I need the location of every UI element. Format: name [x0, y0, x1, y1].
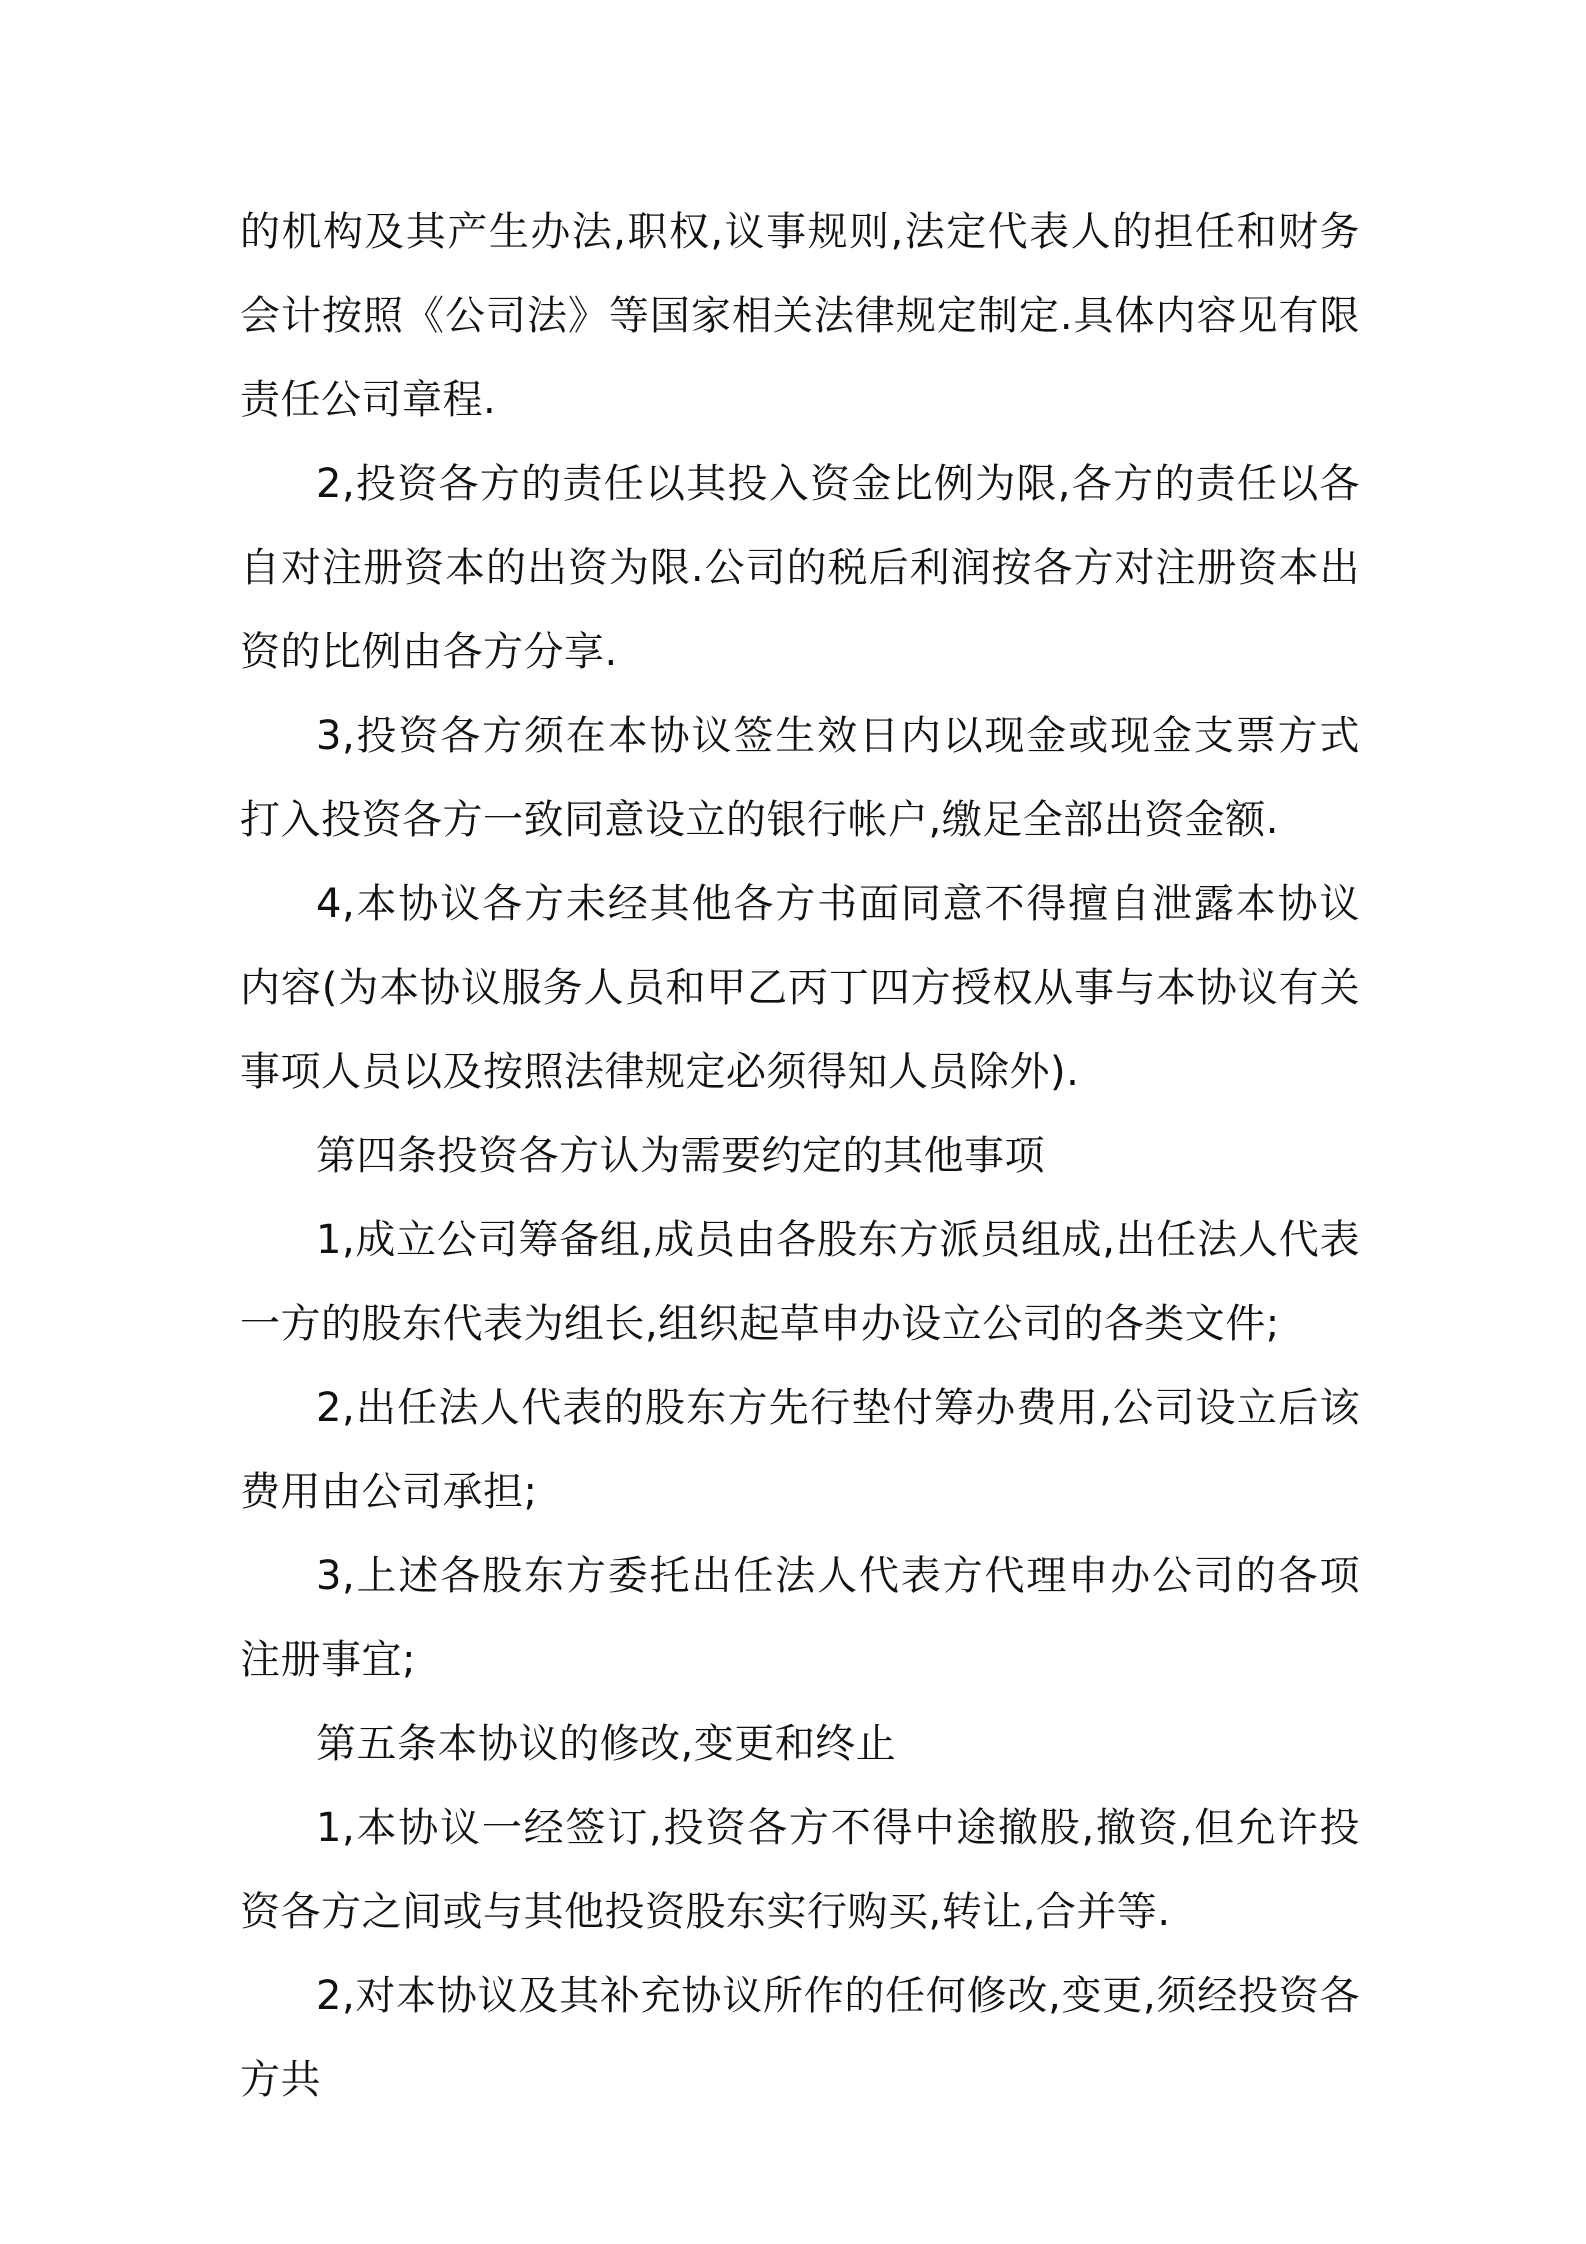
- paragraph-article-5-item-2: 2,对本协议及其补充协议所作的任何修改,变更,须经投资各方共: [240, 1973, 1360, 2103]
- article-4-heading: 第四条投资各方认为需要约定的其他事项: [316, 1133, 1045, 1179]
- paragraph-clause-4-confidentiality: 4,本协议各方未经其他各方书面同意不得擅自泄露本协议内容(为本协议服务人员和甲乙丙丁四方授权从事与本协议有关事项人员以及按照法律规定必须得知人员除外).: [240, 881, 1360, 1095]
- paragraph-clause-2-liability: 2,投资各方的责任以其投入资金比例为限,各方的责任以各自对注册资本的出资为限.公司的税后利润按各方对注册资本出资的比例由各方分享.: [240, 461, 1360, 675]
- paragraph-continuation: 的机构及其产生办法,职权,议事规则,法定代表人的担任和财务会计按照《公司法》等国家相关法律规定制定.具体内容见有限责任公司章程.: [240, 209, 1360, 423]
- paragraph-article-4-item-1: 1,成立公司筹备组,成员由各股东方派员组成,出任法人代表一方的股东代表为组长,组织起草申办设立公司的各类文件;: [240, 1217, 1360, 1347]
- paragraph-article-4-item-3: 3,上述各股东方委托出任法人代表方代理申办公司的各项注册事宜;: [240, 1553, 1360, 1683]
- paragraph-clause-3-payment: 3,投资各方须在本协议签生效日内以现金或现金支票方式打入投资各方一致同意设立的银行帐户,缴足全部出资金额.: [240, 713, 1360, 843]
- article-5-heading: 第五条本协议的修改,变更和终止: [316, 1721, 897, 1767]
- document-body: [240, 190, 1360, 2122]
- paragraph-article-5-item-1: 1,本协议一经签订,投资各方不得中途撤股,撤资,但允许投资各方之间或与其他投资股东实行购买,转让,合并等.: [240, 1805, 1360, 1935]
- paragraph-article-4-item-2: 2,出任法人代表的股东方先行垫付筹办费用,公司设立后该费用由公司承担;: [240, 1385, 1360, 1515]
